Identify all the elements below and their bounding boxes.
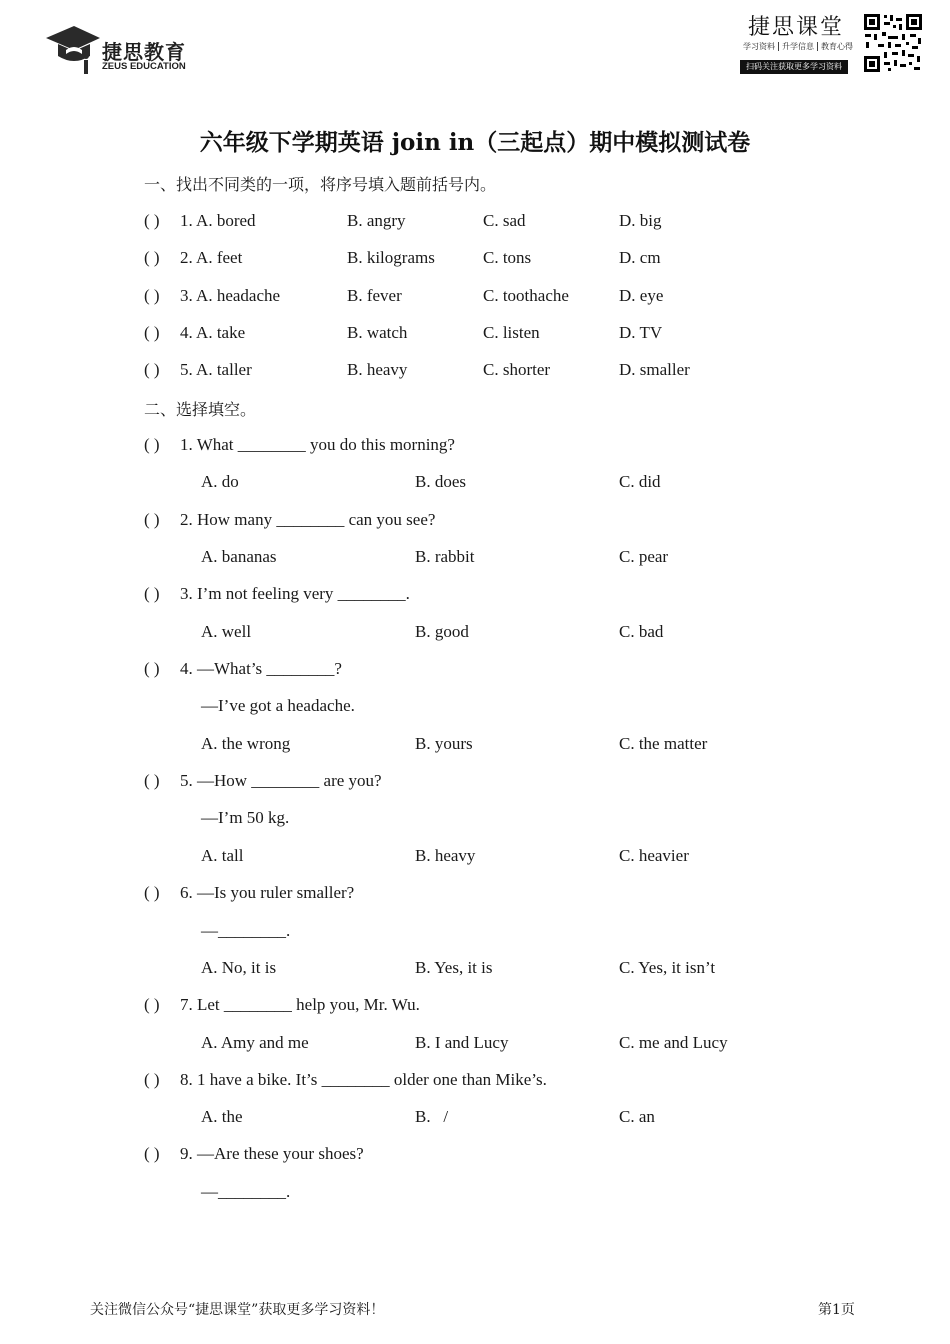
option-b: B. does — [415, 472, 466, 491]
brand-name-en: ZEUS EDUCATION — [102, 61, 186, 72]
question-option-a: 4. A. take — [180, 323, 246, 342]
option-a: A. bananas — [201, 547, 277, 566]
brand-name-cn: 捷思教育 — [102, 40, 186, 64]
option-a: A. Amy and me — [201, 1033, 309, 1052]
answer-bracket[interactable]: ( ) — [144, 659, 160, 678]
question-row — [144, 659, 342, 679]
question-text: 5. —How ________ are you? — [180, 771, 382, 790]
promo-tag: 教育心得 — [821, 42, 853, 51]
option-c: C. me and Lucy — [619, 1033, 728, 1052]
question-option-a: 5. A. taller — [180, 360, 252, 379]
page-number: 第1页 — [818, 1302, 855, 1318]
question-text: 1. What ________ you do this morning? — [180, 435, 455, 454]
question-row — [144, 1144, 364, 1164]
question-row — [144, 286, 280, 306]
question-text: 9. —Are these your shoes? — [180, 1144, 364, 1163]
option-d: D. TV — [619, 323, 663, 342]
question-option-a: 1. A. bored — [180, 211, 256, 230]
question-row — [144, 995, 420, 1015]
question-row — [144, 435, 455, 455]
answer-bracket[interactable]: ( ) — [144, 584, 160, 603]
option-c: C. heavier — [619, 846, 689, 865]
option-b: B. / — [415, 1107, 449, 1126]
answer-bracket[interactable]: ( ) — [144, 1144, 160, 1163]
answer-bracket[interactable]: ( ) — [144, 995, 160, 1014]
option-a: A. well — [201, 622, 252, 641]
option-c: C. listen — [483, 323, 540, 342]
answer-bracket[interactable]: ( ) — [144, 248, 160, 267]
question-row — [144, 510, 435, 530]
question-row — [144, 360, 252, 380]
option-c: C. bad — [619, 622, 664, 641]
option-a: A. do — [201, 472, 239, 491]
question-text: 6. —Is you ruler smaller? — [180, 883, 355, 902]
answer-bracket[interactable]: ( ) — [144, 360, 160, 379]
option-d: D. cm — [619, 248, 661, 267]
option-b: B. angry — [347, 211, 406, 230]
question-text: 8. 1 have a bike. It’s ________ older one than Mike’s. — [180, 1070, 547, 1089]
option-c: C. toothache — [483, 286, 569, 305]
question-row — [144, 584, 410, 604]
option-c: C. pear — [619, 547, 669, 566]
page-title: 六年级下学期英语 join in（三起点）期中模拟测试卷 — [199, 129, 751, 156]
dialogue-reply: —I’ve got a headache. — [201, 696, 355, 715]
option-b: B. rabbit — [415, 547, 475, 566]
option-a: A. the wrong — [201, 734, 291, 753]
answer-bracket[interactable]: ( ) — [144, 435, 160, 454]
option-b: B. fever — [347, 286, 402, 305]
answer-bracket[interactable]: ( ) — [144, 323, 160, 342]
question-option-a: 2. A. feet — [180, 248, 243, 267]
question-text: 7. Let ________ help you, Mr. Wu. — [180, 995, 420, 1014]
question-row — [144, 771, 382, 791]
question-text: 3. I’m not feeling very ________. — [180, 584, 410, 603]
option-c: C. sad — [483, 211, 526, 230]
zeus-logo — [44, 20, 204, 78]
section-1-heading: 一、找出不同类的一项，将序号填入题前括号内。 — [144, 175, 497, 194]
option-c: C. an — [619, 1107, 655, 1126]
promo-tag: 学习资料 — [740, 42, 779, 51]
option-c: C. tons — [483, 248, 532, 267]
option-b: B. I and Lucy — [415, 1033, 509, 1052]
question-row — [144, 1070, 547, 1090]
option-b: B. heavy — [347, 360, 408, 379]
qr-code[interactable] — [862, 12, 924, 74]
question-text: 4. —What’s ________? — [180, 659, 342, 678]
question-option-a: 3. A. headache — [180, 286, 281, 305]
option-d: D. big — [619, 211, 662, 230]
promo-title: 捷思课堂 — [748, 15, 845, 40]
option-b: B. good — [415, 622, 469, 641]
qr-code-icon — [862, 12, 924, 74]
promo-tags — [740, 41, 856, 52]
option-d: D. eye — [619, 286, 664, 305]
option-a: A. tall — [201, 846, 244, 865]
option-b: B. heavy — [415, 846, 476, 865]
question-text: 2. How many ________ can you see? — [180, 510, 436, 529]
section-2-heading: 二、选择填空。 — [144, 400, 257, 419]
answer-bracket[interactable]: ( ) — [144, 286, 160, 305]
option-c: C. the matter — [619, 734, 708, 753]
question-row — [144, 883, 354, 903]
promo-tag: 升学信息 — [779, 42, 818, 51]
option-b: B. watch — [347, 323, 408, 342]
answer-bracket[interactable]: ( ) — [144, 883, 160, 902]
question-row — [144, 323, 245, 343]
question-row — [144, 248, 242, 268]
dialogue-reply: —________. — [201, 1182, 291, 1201]
option-c: C. did — [619, 472, 661, 491]
header-promo — [738, 10, 853, 76]
option-c: C. shorter — [483, 360, 551, 379]
answer-bracket[interactable]: ( ) — [144, 211, 160, 230]
option-d: D. smaller — [619, 360, 690, 379]
answer-bracket[interactable]: ( ) — [144, 510, 160, 529]
question-row — [144, 211, 256, 231]
dialogue-reply: —I’m 50 kg. — [201, 808, 290, 827]
option-a: A. the — [201, 1107, 243, 1126]
promo-bar: 扫码关注获取更多学习资料 — [740, 60, 848, 74]
option-b: B. yours — [415, 734, 473, 753]
option-c: C. Yes, it isn’t — [619, 958, 716, 977]
dialogue-reply: —________. — [201, 921, 291, 940]
option-a: A. No, it is — [201, 958, 277, 977]
option-b: B. kilograms — [347, 248, 435, 267]
answer-bracket[interactable]: ( ) — [144, 1070, 160, 1089]
answer-bracket[interactable]: ( ) — [144, 771, 160, 790]
graduation-cap-icon — [44, 20, 102, 78]
footer-note: 关注微信公众号“捷思课堂”获取更多学习资料！ — [90, 1302, 385, 1318]
option-b: B. Yes, it is — [415, 958, 493, 977]
